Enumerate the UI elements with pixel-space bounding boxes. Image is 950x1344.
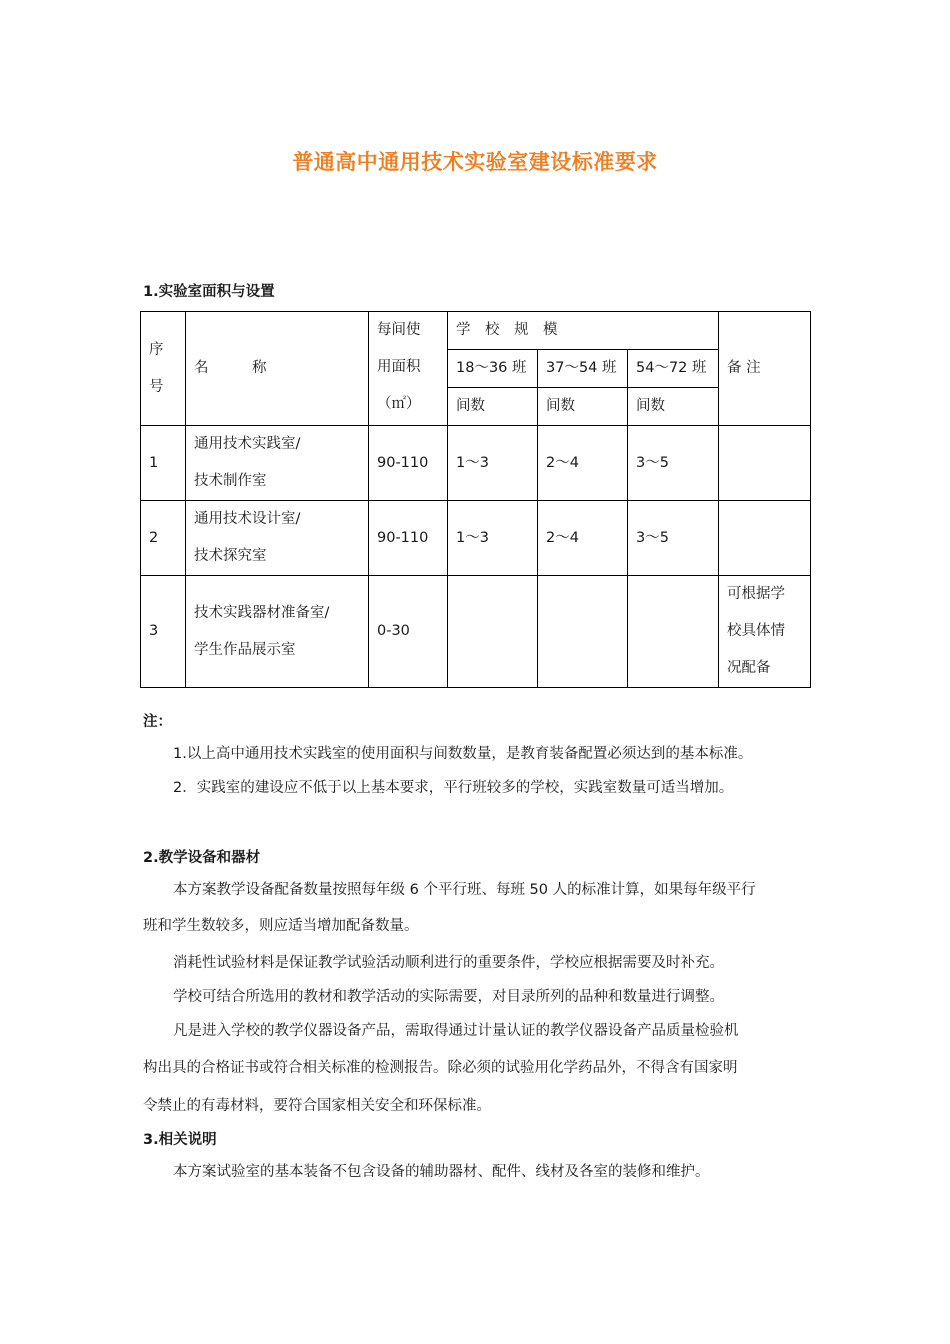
section2-p3: 学校可结合所选用的教材和教学活动的实际需要，对目录所列的品种和数量进行调整。	[173, 989, 724, 1005]
row1-seq: 1	[141, 426, 186, 501]
row1-c2: 2～4	[538, 426, 628, 501]
row3-name-line2: 学生作品展示室	[194, 641, 296, 658]
row1-note	[719, 426, 811, 501]
row3-note-line3: 况配备	[727, 660, 771, 676]
row3-c1	[448, 576, 538, 688]
header-area-line1: 每间使	[377, 322, 421, 338]
section2-heading: 2.教学设备和器材	[143, 850, 261, 866]
row1-c3: 3～5	[628, 426, 719, 501]
row2-name	[186, 501, 369, 576]
row3-name-line1: 技术实践器材准备室/	[194, 604, 330, 621]
row1-name	[186, 426, 369, 501]
section2-p4-line3: 令禁止的有毒材料，要符合国家相关安全和环保标准。	[143, 1098, 491, 1114]
table-header-row	[141, 312, 811, 350]
section2-p4-line1: 凡是进入学校的教学仪器设备产品，需取得通过计量认证的教学仪器设备产品质量检验机	[173, 1023, 739, 1039]
header-count-3: 间数	[628, 388, 719, 426]
header-seq	[141, 312, 186, 426]
row1-c1: 1～3	[448, 426, 538, 501]
row2-area: 90-110	[369, 501, 448, 576]
header-37-54: 37～54 班	[538, 350, 628, 388]
table-row	[141, 501, 811, 576]
document-title: 普通高中通用技术实验室建设标准要求	[292, 149, 658, 174]
row1-area: 90-110	[369, 426, 448, 501]
row3-c2	[538, 576, 628, 688]
row2-seq: 2	[141, 501, 186, 576]
header-area-line2: 用面积	[377, 359, 421, 375]
header-54-72: 54～72 班	[628, 350, 719, 388]
header-seq-line1: 序	[149, 341, 164, 358]
row3-name	[186, 576, 369, 688]
row3-note	[719, 576, 811, 688]
row2-name-line1: 通用技术设计室/	[194, 511, 301, 527]
header-scale: 学 校 规 模	[448, 312, 719, 350]
section2-p1-line1: 本方案教学设备配备数量按照每年级 6 个平行班、每班 50 人的标准计算，如果每年级平行	[173, 882, 756, 898]
row2-c2: 2～4	[538, 501, 628, 576]
row1-name-line2: 技术制作室	[194, 473, 267, 489]
header-seq-line2: 号	[149, 378, 164, 395]
row2-name-line2: 技术探究室	[194, 548, 267, 564]
section3-heading: 3.相关说明	[143, 1132, 217, 1148]
row3-seq: 3	[141, 576, 186, 688]
row1-name-line1: 通用技术实践室/	[194, 436, 301, 452]
header-note: 备 注	[719, 312, 811, 426]
row3-c3	[628, 576, 719, 688]
row2-note	[719, 501, 811, 576]
note-2: 2．实践室的建设应不低于以上基本要求，平行班较多的学校，实践室数量可适当增加。	[173, 780, 734, 796]
header-name: 名 称	[186, 312, 369, 426]
table-row	[141, 576, 811, 688]
row2-c1: 1～3	[448, 501, 538, 576]
header-area-line3: （㎡）	[377, 396, 421, 412]
header-count-2: 间数	[538, 388, 628, 426]
section2-p4-line2: 构出具的合格证书或符合相关标准的检测报告。除必须的试验用化学药品外，不得含有国家明	[143, 1060, 738, 1076]
notes-label: 注：	[143, 714, 172, 730]
table-row	[141, 426, 811, 501]
section3-p1: 本方案试验室的基本装备不包含设备的辅助器材、配件、线材及各室的装修和维护。	[173, 1164, 710, 1180]
lab-area-table	[140, 311, 811, 688]
row3-note-line1: 可根据学	[727, 586, 785, 602]
row3-area: 0-30	[369, 576, 448, 688]
section2-p1-line2: 班和学生数较多，则应适当增加配备数量。	[143, 918, 419, 934]
header-area	[369, 312, 448, 426]
header-count-1: 间数	[448, 388, 538, 426]
row3-note-line2: 校具体情	[727, 623, 785, 639]
section1-heading: 1.实验室面积与设置	[143, 284, 275, 300]
note-1: 1.以上高中通用技术实践室的使用面积与间数数量，是教育装备配置必须达到的基本标准。	[173, 746, 753, 762]
header-18-36: 18～36 班	[448, 350, 538, 388]
section2-p2: 消耗性试验材料是保证教学试验活动顺利进行的重要条件，学校应根据需要及时补充。	[173, 955, 724, 971]
row2-c3: 3～5	[628, 501, 719, 576]
